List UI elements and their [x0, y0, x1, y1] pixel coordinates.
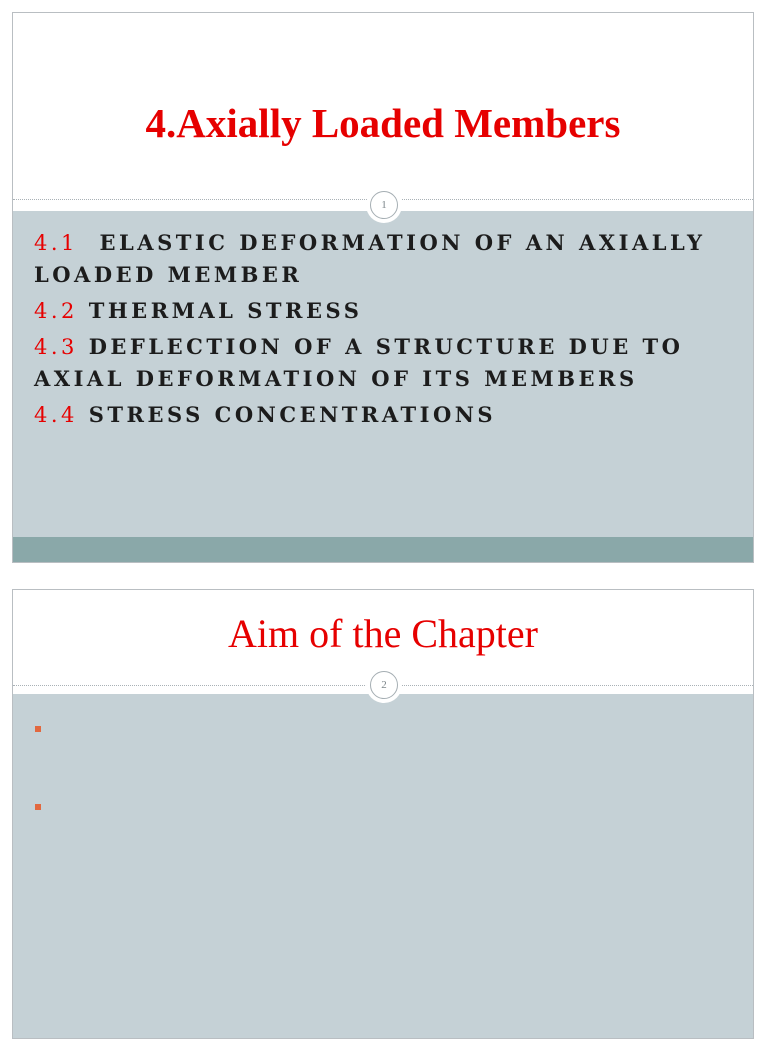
slide-2-content-area: [13, 694, 753, 1038]
slide-1-title-area: [13, 13, 753, 199]
bullet-marker: [35, 804, 41, 810]
toc-item: [34, 295, 752, 327]
toc-item-number: 4.3: [34, 335, 78, 359]
slide-2-title: Aim of the Chapter: [228, 611, 538, 656]
toc-item-number: 4.2: [34, 299, 78, 323]
toc-item: [34, 227, 752, 291]
chapter-contents-list: [34, 227, 752, 435]
slide-1-title: 4.Axially Loaded Members: [145, 100, 621, 146]
slide-2-number-badge: 2: [370, 671, 398, 699]
bullet-marker: [35, 726, 41, 732]
slide-1-footer-band: [13, 537, 753, 562]
slide-1-number-badge: 1: [370, 191, 398, 219]
toc-item-text: DEFLECTION OF A STRUCTURE DUE TO AXIAL DEFORMATION OF ITS MEMBERS: [34, 334, 684, 391]
toc-item-text: ELASTIC DEFORMATION OF AN AXIALLY LOADED MEMBER: [34, 230, 706, 287]
toc-item-separator: [78, 298, 89, 323]
toc-item-number: 4.1: [34, 231, 78, 255]
toc-item: [34, 399, 752, 431]
slide-1: [12, 12, 754, 563]
toc-item-text: THERMAL STRESS: [88, 298, 363, 323]
toc-item: [34, 331, 752, 395]
slide-2: [12, 589, 754, 1039]
toc-item-text: STRESS CONCENTRATIONS: [88, 402, 497, 427]
toc-item-separator: [78, 402, 89, 427]
toc-item-number: 4.4: [34, 403, 78, 427]
toc-item-separator: [78, 230, 100, 255]
toc-item-separator: [78, 334, 89, 359]
